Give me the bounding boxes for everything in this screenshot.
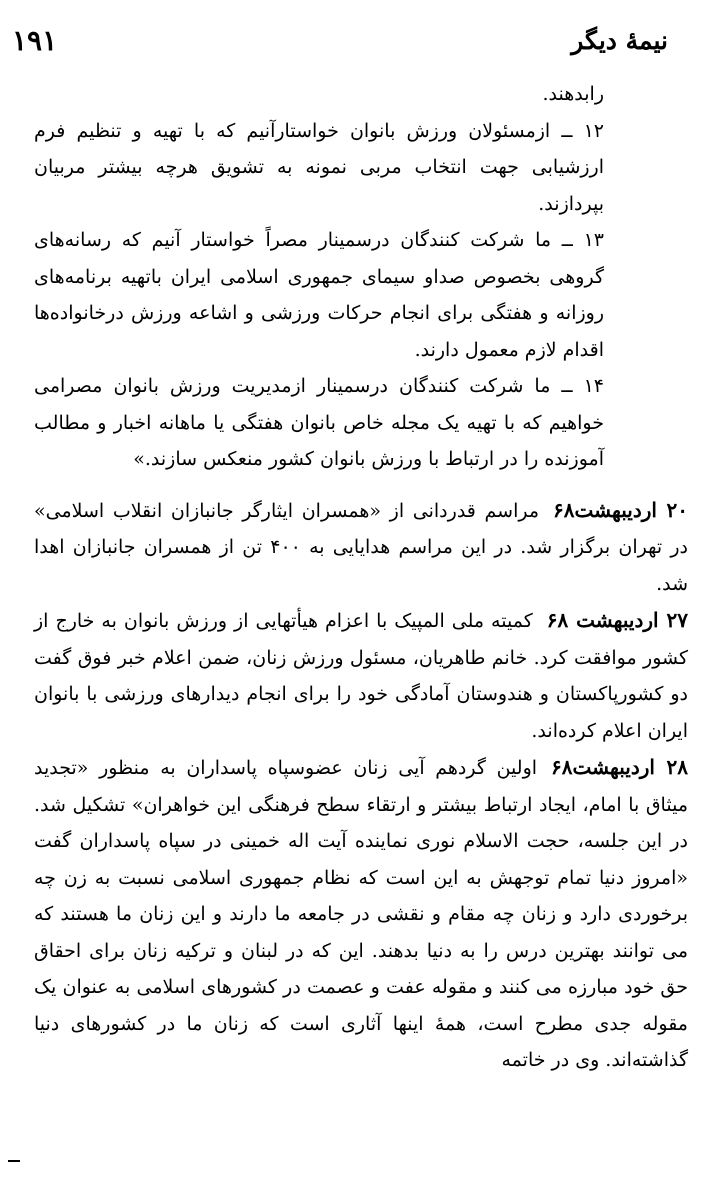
- resolution-item: رابدهند.: [542, 83, 604, 105]
- resolution-item: ۱۲ ــ ازمسئولان ورزش بانوان خواستارآنیم که با تهیه و تنظیم فرم ارزشیابی جهت انتخاب مربی نمونه به تشویق هرچه بیشتر مربیان بپردازند.: [34, 119, 604, 215]
- chronology-entry: [34, 749, 688, 1079]
- running-title: نیمهٔ دیگر: [571, 26, 668, 55]
- entry-date: ۲۰ اردیبهشت۶۸: [553, 497, 688, 522]
- page-header: [12, 20, 668, 60]
- chronology-entry: [34, 602, 688, 749]
- resolution-item: ۱۴ ــ ما شرکت کنندگان درسمینار ازمدیریت ورزش بانوان مصرامی خواهیم که با تهیه یک مجله خاص بانوان هفتگی یا ماهانه اخبار و مطالب آموزنده را در ارتباط با ورزش بانوان کشور منعکس سازند.»: [34, 375, 605, 470]
- entry-text: کمیته ملی المپیک با اعزام هیأتهایی از ورزش بانوان به خارج از کشور موافقت کرد. خانم طاهریان، مسئول ورزش زنان، ضمن اعلام خبر فوق گفت دو کشورپاکستان و هندوستان آمادگی خود را برای انجام دیدارهای ورزشی با بانوان ایران اعلام کرده‌اند.: [34, 610, 688, 742]
- entry-text: اولین گردهم آیی زنان عضوسپاه پاسداران به منظور «تجدید میثاق با امام، ایجاد ارتباط بیشتر و ارتقاء سطح فرهنگی این خواهران» تشکیل شد. در این جلسه، حجت الاسلام نوری نماینده آیت اله خمینی در سپاه پاسداران گفت «امروز دنیا تمام توجهش به این است که نظام جمهوری اسلامی نسبت به زن چه برخوردی دارد و زنان چه مقام و نقشی در جامعه ما دارند و این زنان ما هستند که می توانند بهترین درس را به دنیا بدهند. این که در لبنان و ترکیه زنان برای احقاق حق خود مبارزه می کنند و مقوله عفت و عصمت در کشورهای اسلامی به عنوان یک مقوله جدی مطرح است، همهٔ اینها آثاری است که زنان ما در کشورهای دنیا گذاشته‌اند. وی در خاتمه: [34, 757, 688, 1071]
- page-content: [34, 76, 688, 1079]
- resolution-item: ۱۳ ــ ما شرکت کنندگان درسمینار مصراً خواستار آنیم که رسانه‌های گروهی بخصوص صداو سیمای جمهوری اسلامی ایران باتهیه برنامه‌های روزانه و هفتگی برای انجام حرکات ورزشی و اشاعه ورزش درخانواده‌ها اقدام لازم معمول دارند.: [34, 229, 604, 361]
- margin-mark: [8, 1160, 20, 1162]
- entry-date: ۲۸ اردیبهشت۶۸: [551, 755, 689, 779]
- page-number: ۱۹۱: [12, 24, 58, 57]
- entry-text: مراسم قدردانی از «همسران ایثارگر جانبازان انقلاب اسلامی» در تهران برگزار شد. در این مراسم هدایایی به ۴۰۰ تن از همسران جانبازان اهدا شد.: [34, 499, 689, 595]
- resolution-list: [34, 76, 688, 478]
- entry-date: ۲۷ اردیبهشت ۶۸: [546, 608, 688, 632]
- chronology-entry: [34, 492, 688, 603]
